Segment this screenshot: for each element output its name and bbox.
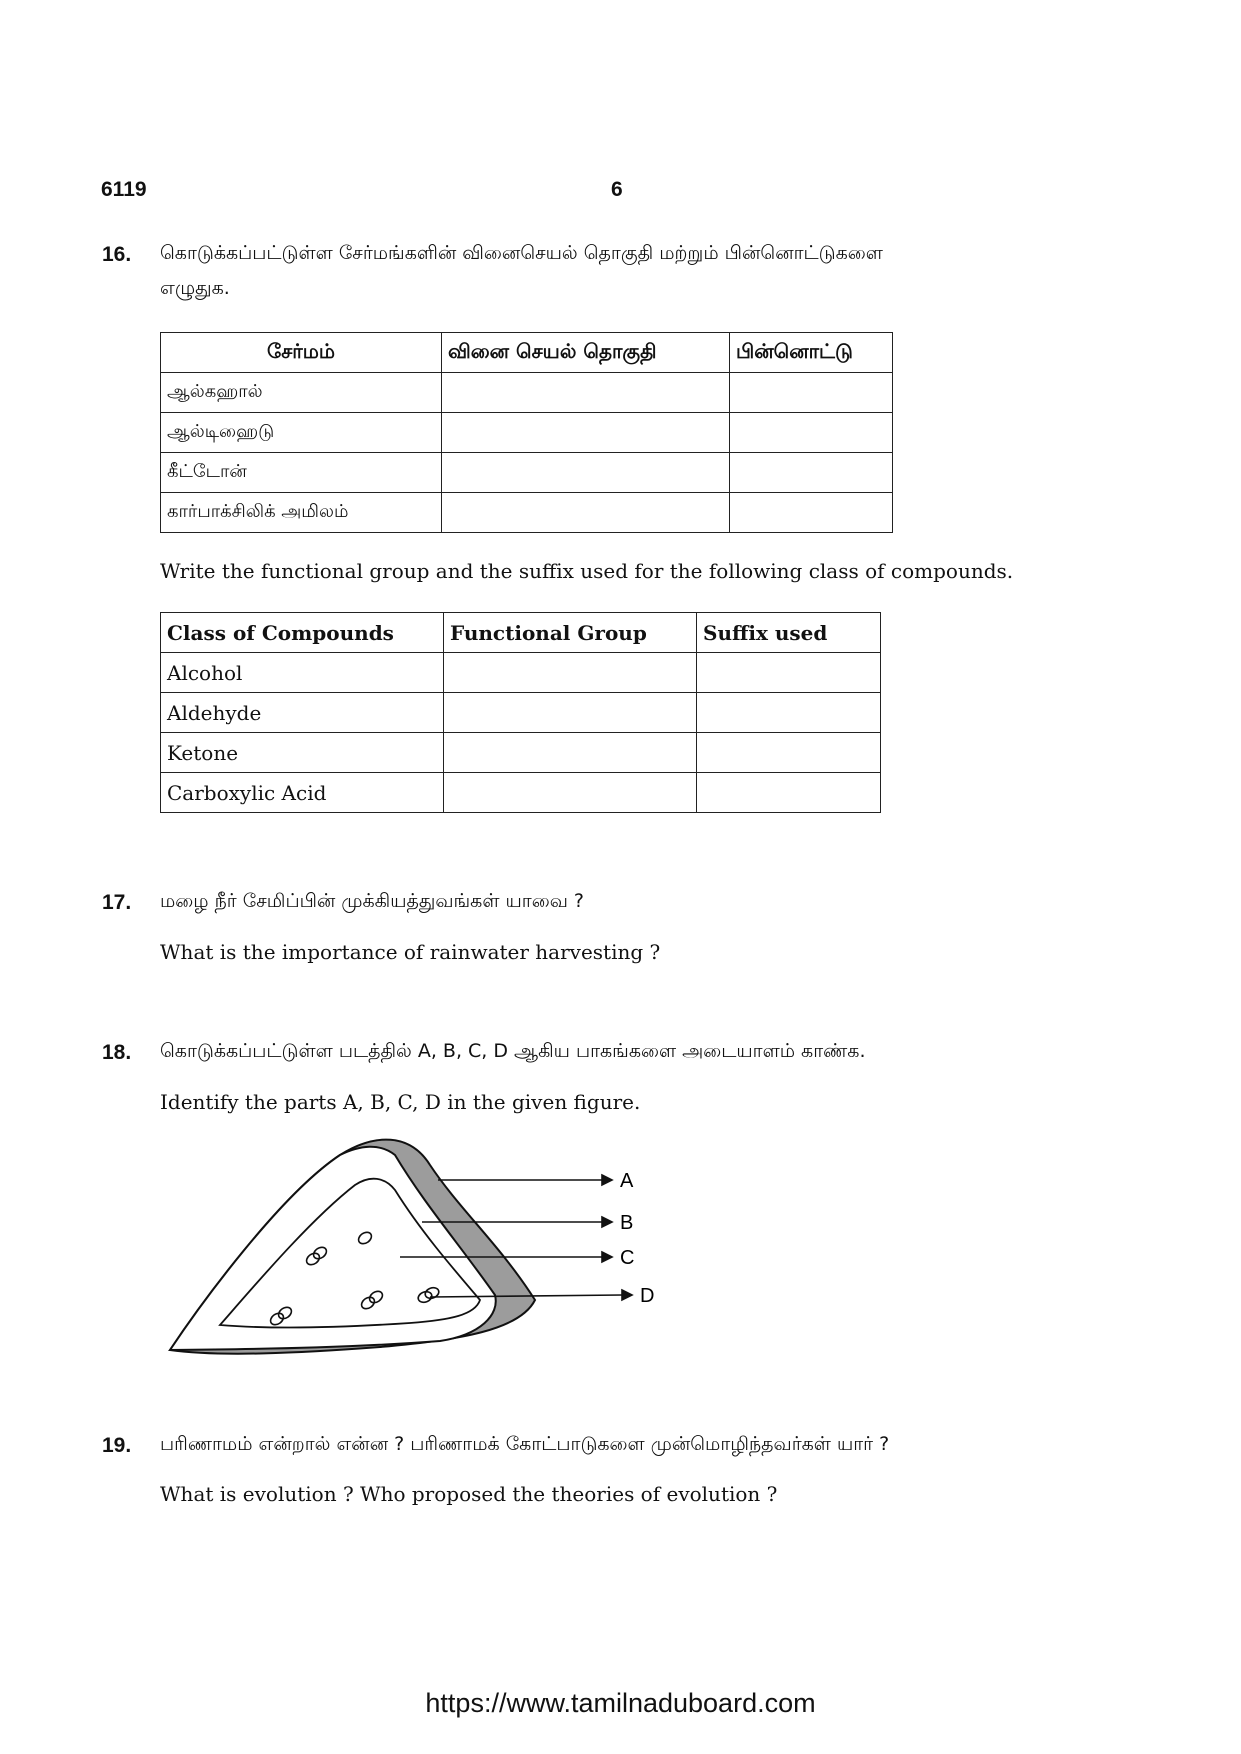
table-row (161, 413, 893, 453)
label-c: C (620, 1247, 635, 1269)
header-functional-group: Functional Group (444, 613, 697, 653)
answer-cell (697, 773, 881, 813)
q19-english: What is evolution ? Who proposed the theories of evolution ? (160, 1482, 778, 1506)
q16-tamil-line2: எழுதுக. (160, 277, 230, 299)
answer-cell (730, 373, 893, 413)
label-a: A (620, 1170, 634, 1192)
answer-cell (730, 493, 893, 533)
q19-tamil: பரிணாமம் என்றால் என்ன ? பரிணாமக் கோட்பாடுகளை முன்மொழிந்தவர்கள் யார் ? (160, 1433, 890, 1455)
q18-tamil: கொடுக்கப்பட்டுள்ள படத்தில் A, B, C, D ஆகிய பாகங்களை அடையாளம் காண்க. (160, 1040, 866, 1062)
answer-cell (442, 373, 730, 413)
paper-code: 6119 (101, 178, 147, 201)
table-row (161, 693, 881, 733)
leaf-cross-section-figure (160, 1135, 680, 1355)
label-b: B (620, 1212, 634, 1234)
q17-number: 17. (102, 891, 132, 914)
answer-cell (444, 653, 697, 693)
tamil-header-compound: சேர்மம் (161, 333, 442, 373)
table-row (161, 453, 893, 493)
tamil-row-label: கார்பாக்சிலிக் அமிலம் (161, 493, 442, 533)
answer-cell (697, 693, 881, 733)
q16-english-text: Write the functional group and the suffix used for the following class of compounds. (160, 559, 1014, 583)
q19-number: 19. (102, 1434, 132, 1457)
q18-number: 18. (102, 1041, 132, 1064)
tamil-row-label: ஆல்கஹால் (161, 373, 442, 413)
footer-url[interactable]: https://www.tamilnaduboard.com (425, 1688, 816, 1718)
table-row (161, 373, 893, 413)
q17-tamil: மழை நீர் சேமிப்பின் முக்கியத்துவங்கள் யாவை ? (160, 890, 585, 912)
answer-cell (444, 773, 697, 813)
answer-cell (442, 453, 730, 493)
q16-number: 16. (102, 243, 132, 266)
answer-cell (442, 493, 730, 533)
compound-label: Alcohol (161, 653, 444, 693)
header-class-of-compounds: Class of Compounds (161, 613, 444, 653)
tamil-header-suffix: பின்னொட்டு (730, 333, 893, 373)
compound-label: Carboxylic Acid (161, 773, 444, 813)
q16-tamil-line1: கொடுக்கப்பட்டுள்ள சேர்மங்களின் வினைசெயல் தொகுதி மற்றும் பின்னொட்டுகளை (160, 242, 883, 264)
answer-cell (730, 413, 893, 453)
q17-english: What is the importance of rainwater harvesting ? (160, 940, 661, 964)
page-number: 6 (611, 178, 623, 201)
header-suffix-used: Suffix used (697, 613, 881, 653)
answer-cell (697, 733, 881, 773)
answer-cell (444, 733, 697, 773)
q16-english-table (160, 612, 881, 813)
table-row (161, 653, 881, 693)
table-row (161, 493, 893, 533)
q18-english: Identify the parts A, B, C, D in the given figure. (160, 1090, 641, 1114)
label-d: D (640, 1285, 655, 1307)
table-row (161, 773, 881, 813)
compound-label: Aldehyde (161, 693, 444, 733)
compound-label: Ketone (161, 733, 444, 773)
table-row (161, 733, 881, 773)
tamil-row-label: ஆல்டிஹைடு (161, 413, 442, 453)
tamil-row-label: கீட்டோன் (161, 453, 442, 493)
answer-cell (444, 693, 697, 733)
tamil-header-functional-group: வினை செயல் தொகுதி (442, 333, 730, 373)
answer-cell (442, 413, 730, 453)
q16-tamil-table (160, 332, 893, 533)
answer-cell (697, 653, 881, 693)
answer-cell (730, 453, 893, 493)
